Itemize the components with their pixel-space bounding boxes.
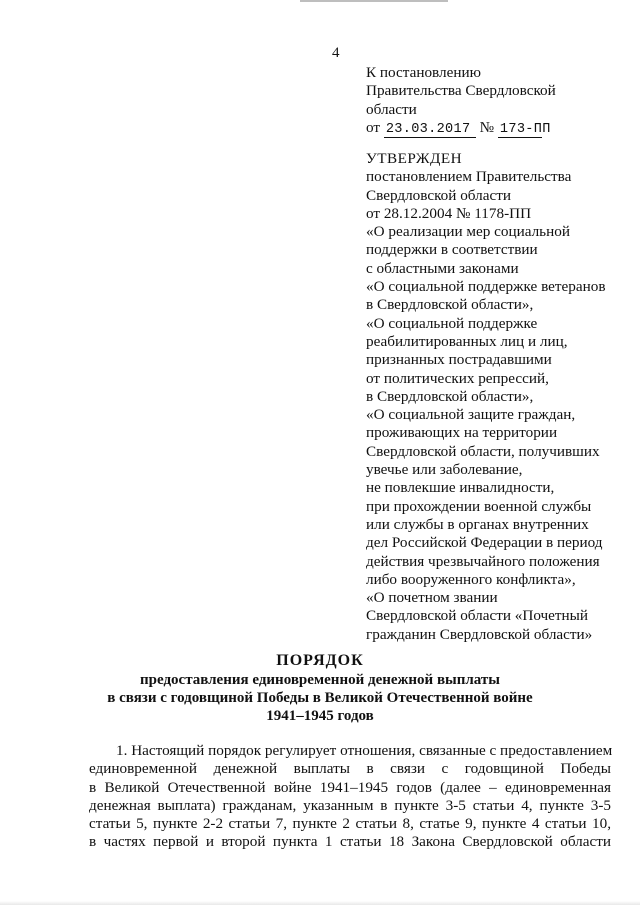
document-subtitle-line: 1941–1945 годов [266, 708, 374, 724]
approved-line: либо вооруженного конфликта», [366, 570, 576, 588]
appendix-block [366, 64, 556, 138]
approved-line: в Свердловской области», [366, 387, 534, 405]
approved-line: «О социальной защите граждан, [366, 406, 576, 424]
number-field: 173-ПП [499, 121, 551, 137]
approved-line: или службы в органах внутренних [366, 515, 589, 533]
document-heading: ПОРЯДОК [276, 652, 364, 669]
paragraph-line: в Великой Отечественной войне 1941–1945 годов (далее – единовременная [89, 778, 611, 796]
approved-line: Свердловской области, получивших [366, 442, 600, 460]
approved-line: признанных пострадавшими [366, 351, 552, 369]
approved-line: с областными законами [366, 259, 519, 277]
approved-line: гражданин Свердловской области» [366, 625, 593, 643]
approved-line: постановлением Правительства [366, 168, 572, 186]
document-subtitle-line: предоставления единовременной денежной выплаты [140, 672, 500, 688]
approved-line: от политических репрессий, [366, 369, 549, 387]
approved-line: «О социальной поддержке ветеранов [366, 278, 606, 296]
approved-block [366, 150, 606, 644]
approved-line: поддержки в соответствии [366, 241, 538, 259]
date-field: 23.03.2017 [384, 121, 476, 138]
appendix-line: Правительства Свердловской [366, 82, 556, 100]
scan-edge-shadow [0, 901, 640, 905]
date-prefix: от [366, 118, 381, 136]
approved-line: «О почетном звании [366, 589, 498, 607]
approved-line: дел Российской Федерации в период [366, 534, 603, 552]
approved-title: УТВЕРЖДЕН [366, 150, 463, 167]
approved-line: Свердловской области «Почетный [366, 607, 588, 625]
approved-line: при прохождении военной службы [366, 497, 592, 515]
approved-line: Свердловской области [366, 186, 511, 204]
paragraph-line: статьи 5, пункте 2-2 статьи 7, пункте 2 статьи 8, статье 9, пункте 4 статьи 10, [89, 815, 611, 833]
paragraph-line: в частях первой и второй пункта 1 статьи 18 Закона Свердловской области [89, 833, 611, 851]
document-title [0, 651, 640, 725]
approved-line: действия чрезвычайного положения [366, 552, 600, 570]
paragraph-line: денежная выплата) гражданам, указанным в пункте 3-5 статьи 4, пункте 3-5 [89, 796, 611, 814]
approved-line: «О социальной поддержке [366, 314, 538, 332]
appendix-line: К постановлению [366, 64, 481, 81]
appendix-line: области [366, 100, 417, 118]
scan-artifact [300, 0, 448, 5]
approved-line: от 28.12.2004 № 1178-ПП [366, 204, 532, 222]
body-paragraph [89, 742, 611, 852]
approved-line: реабилитированных лиц и лиц, [366, 332, 568, 350]
paragraph-line: 1. Настоящий порядок регулирует отношения, связанные с предоставлением [116, 742, 613, 759]
appendix-date-number-line [366, 119, 556, 138]
number-prefix: № [479, 118, 495, 136]
paragraph-line: единовременной денежной выплаты в связи с годовщиной Победы [89, 760, 611, 778]
document-subtitle-line: в связи с годовщиной Победы в Великой Отечественной войне [107, 690, 533, 706]
approved-line: проживающих на территории [366, 424, 558, 442]
page-number: 4 [332, 45, 340, 61]
approved-line: не повлекшие инвалидности, [366, 479, 555, 497]
approved-line: увечье или заболевание, [366, 461, 523, 479]
approved-line: «О реализации мер социальной [366, 223, 570, 241]
approved-line: в Свердловской области», [366, 296, 534, 314]
